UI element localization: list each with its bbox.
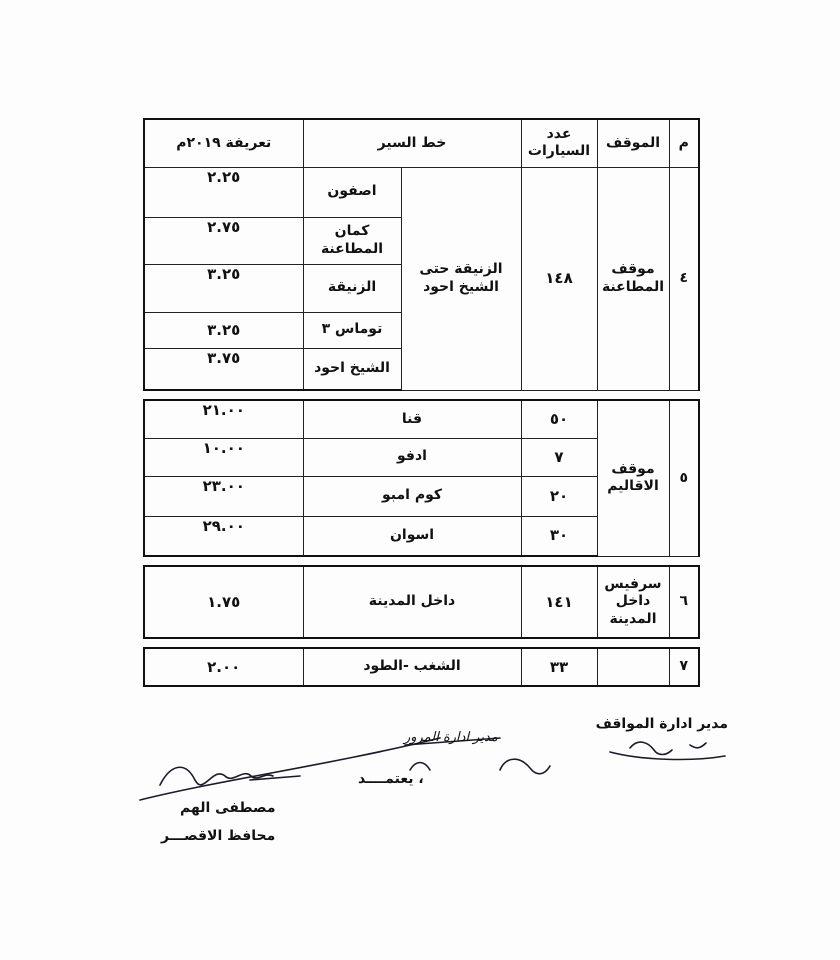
row4-station: موقف المطاعنة	[597, 167, 669, 390]
row6-fare: ١.٧٥	[144, 566, 303, 638]
row7-route: الشغب -الطود	[303, 648, 521, 686]
row5-num: ٥	[669, 400, 699, 556]
table-row	[144, 400, 699, 438]
row-separator	[144, 638, 699, 648]
row5-cars: ٥٠	[521, 400, 597, 438]
row6-num: ٦	[669, 566, 699, 638]
row5-fare: ٢١.٠٠	[144, 400, 303, 438]
row7-station	[597, 648, 669, 686]
fares-table	[143, 118, 700, 687]
table-row	[144, 566, 699, 638]
row5-cars: ٣٠	[521, 516, 597, 556]
row4-sub-name: الشيخ احود	[303, 348, 401, 390]
row5-station: موقف الاقاليم	[597, 400, 669, 556]
row4-sub-fare: ٢.٢٥	[144, 167, 303, 217]
approve-label: يعتمــــد ،	[358, 771, 424, 787]
row6-cars: ١٤١	[521, 566, 597, 638]
row4-sub-fare: ٢.٧٥	[144, 217, 303, 264]
row-separator	[144, 390, 699, 400]
row4-sub-fare: ٣.٢٥	[144, 312, 303, 348]
row4-sub-name: الزنيقة	[303, 264, 401, 312]
row5-cars: ٧	[521, 438, 597, 476]
governor-title: محافظ الاقصـــر	[161, 828, 276, 844]
row6-route: داخل المدينة	[303, 566, 521, 638]
table-row	[144, 648, 699, 686]
row5-fare: ٢٣.٠٠	[144, 476, 303, 516]
row4-sub-name: اصفون	[303, 167, 401, 217]
row5-route: قنا	[303, 400, 521, 438]
row4-sub-fare: ٣.٧٥	[144, 348, 303, 390]
header-row	[144, 119, 699, 167]
row5-route: اسوان	[303, 516, 521, 556]
row5-fare: ٢٩.٠٠	[144, 516, 303, 556]
row5-route: ادفو	[303, 438, 521, 476]
row-separator	[144, 556, 699, 566]
row4-sub-name: توماس ٣	[303, 312, 401, 348]
header-num: م	[669, 119, 699, 167]
row4-sub-name: كمان المطاعنة	[303, 217, 401, 264]
table-row	[144, 167, 699, 217]
row4-num: ٤	[669, 167, 699, 390]
header-fare: تعريفة ٢٠١٩م	[144, 119, 303, 167]
row5-cars: ٢٠	[521, 476, 597, 516]
row4-cars: ١٤٨	[521, 167, 597, 390]
header-cars: عدد السيارات	[521, 119, 597, 167]
manager-title: مدير ادارة المواقف	[595, 716, 728, 732]
approver-name: مصطفى الهم	[180, 800, 276, 816]
row7-cars: ٣٣	[521, 648, 597, 686]
middle-signature-text: مدير ادارة المرور	[404, 730, 498, 745]
row7-fare: ٢.٠٠	[144, 648, 303, 686]
row6-station: سرفيس داخل المدينة	[597, 566, 669, 638]
row5-route: كوم امبو	[303, 476, 521, 516]
header-station: الموقف	[597, 119, 669, 167]
row4-sub-fare: ٣.٢٥	[144, 264, 303, 312]
row4-route: الزنيقة حتى الشيخ احود	[401, 167, 521, 390]
header-route: خط السير	[303, 119, 521, 167]
row5-fare: ١٠.٠٠	[144, 438, 303, 476]
row7-num: ٧	[669, 648, 699, 686]
